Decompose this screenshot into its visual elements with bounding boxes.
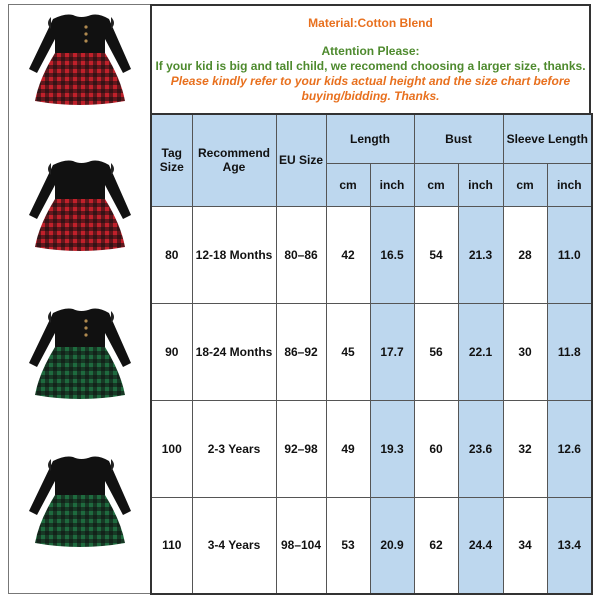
attention-title: Attention Please: [321, 44, 420, 58]
cell-eu-size: 80–86 [276, 206, 326, 303]
cell-tag-size: 100 [151, 400, 192, 497]
header-recommend-age: Recommend Age [192, 114, 276, 206]
cell-recommend-age: 2-3 Years [192, 400, 276, 497]
header-inch: inch [547, 163, 592, 206]
header-eu-size: EU Size [276, 114, 326, 206]
cell-recommend-age: 12-18 Months [192, 206, 276, 303]
cell-bust-inch: 22.1 [458, 303, 503, 400]
cell-sleeve-cm: 34 [503, 497, 547, 594]
material-label: Material:Cotton Blend [308, 16, 433, 30]
cell-tag-size: 90 [151, 303, 192, 400]
cell-sleeve-cm: 30 [503, 303, 547, 400]
cell-bust-cm: 54 [414, 206, 458, 303]
notice-box [150, 4, 591, 113]
cell-length-inch: 19.3 [370, 400, 414, 497]
cell-eu-size: 86–92 [276, 303, 326, 400]
header-inch: inch [458, 163, 503, 206]
cell-recommend-age: 3-4 Years [192, 497, 276, 594]
cell-length-cm: 42 [326, 206, 370, 303]
header-sleeve-length: Sleeve Length [503, 114, 592, 163]
cell-length-inch: 17.7 [370, 303, 414, 400]
red-plaid-dress-back-image [13, 155, 147, 251]
cell-sleeve-inch: 11.8 [547, 303, 592, 400]
green-plaid-dress-front-image [13, 303, 147, 399]
cell-length-inch: 20.9 [370, 497, 414, 594]
cell-sleeve-cm: 32 [503, 400, 547, 497]
header-length: Length [326, 114, 414, 163]
header-cm: cm [326, 163, 370, 206]
table-row [151, 400, 592, 497]
cell-length-cm: 53 [326, 497, 370, 594]
attention-text: If your kid is big and tall child, we recomend choosing a larger size, thanks. [155, 59, 586, 73]
cell-length-cm: 49 [326, 400, 370, 497]
cell-length-cm: 45 [326, 303, 370, 400]
cell-sleeve-cm: 28 [503, 206, 547, 303]
cell-length-inch: 16.5 [370, 206, 414, 303]
table-row [151, 497, 592, 594]
refer-text: Please kindly refer to your kids actual height and the size chart before buying/bidding. Thanks. [170, 74, 571, 103]
product-images-panel [8, 4, 150, 594]
header-bust: Bust [414, 114, 503, 163]
cell-bust-cm: 62 [414, 497, 458, 594]
size-chart-table [150, 113, 593, 595]
cell-bust-inch: 24.4 [458, 497, 503, 594]
header-tag-size: Tag Size [151, 114, 192, 206]
cell-bust-cm: 56 [414, 303, 458, 400]
cell-tag-size: 110 [151, 497, 192, 594]
cell-sleeve-inch: 13.4 [547, 497, 592, 594]
cell-tag-size: 80 [151, 206, 192, 303]
cell-recommend-age: 18-24 Months [192, 303, 276, 400]
cell-sleeve-inch: 11.0 [547, 206, 592, 303]
cell-eu-size: 98–104 [276, 497, 326, 594]
header-cm: cm [503, 163, 547, 206]
header-inch: inch [370, 163, 414, 206]
cell-eu-size: 92–98 [276, 400, 326, 497]
green-plaid-dress-back-image [13, 451, 147, 547]
cell-bust-inch: 21.3 [458, 206, 503, 303]
table-row [151, 206, 592, 303]
cell-sleeve-inch: 12.6 [547, 400, 592, 497]
header-cm: cm [414, 163, 458, 206]
red-plaid-dress-front-image [13, 9, 147, 105]
table-row [151, 303, 592, 400]
cell-bust-cm: 60 [414, 400, 458, 497]
cell-bust-inch: 23.6 [458, 400, 503, 497]
